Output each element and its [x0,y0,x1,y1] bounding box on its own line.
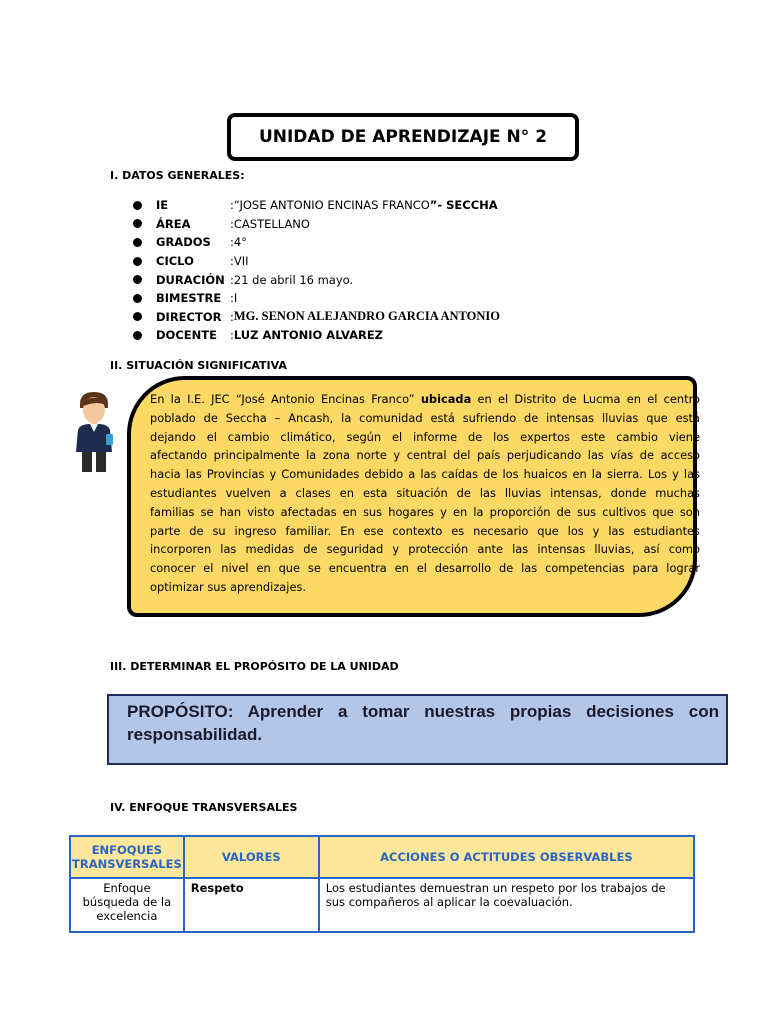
field-sep: : [230,216,234,231]
list-item [133,252,633,271]
field-value: MG. SENON ALEJANDRO GARCIA ANTONIO [233,309,501,324]
table-cell: Los estudiantes demuestran un respeto por los trabajos de sus compañeros al aplicar la coevaluación. [319,878,694,932]
situation-line: incorporen las medidas de seguridad y protección ante las intensas lluvias, así como [150,542,700,557]
field-value: “JOSE ANTONIO ENCINAS FRANCO [233,198,430,213]
list-item [133,233,633,252]
situation-line: poblado de Seccha – Ancash, la comunidad está sufriendo de intensas lluvias que está [150,410,700,425]
field-sep: : [230,198,234,213]
situation-line: conocer el nivel en que se encuentra en el desarrollo de las competencias para lograr [150,561,700,576]
field-label: DURACIÓN [156,272,225,287]
situation-line: familias se han visto afectadas en sus hogares y en la proporción de sus cultivos que son [150,504,700,519]
table-header: VALORES [184,836,319,878]
table-header: ENFOQUES TRANSVERSALES [70,836,184,878]
field-value-bold: LUZ ANTONIO ALVAREZ [233,328,384,343]
approach-table [69,835,695,933]
situation-line: parte de su ingreso familiar. En ese contexto es necesario que los y las estudiantes [150,523,700,538]
field-label: ÁREA [156,216,191,231]
text-span: En la I.E. JEC “José Antonio Encinas Franco” [150,392,421,406]
section-general-heading: I. DATOS GENERALES: [110,169,245,182]
list-item [133,270,633,289]
field-value: 4° [233,235,247,250]
field-value: 21 de abril 16 mayo. [233,272,354,287]
field-value-bold: ”- SECCHA [429,198,498,213]
field-sep: : [230,235,234,250]
list-item [133,196,633,215]
field-sep: : [230,254,234,269]
situation-line: estudiantes vuelven a clases en esta situación de las lluvias intensas, donde muchas [150,485,700,500]
field-sep: : [230,309,234,324]
situation-text [150,390,700,597]
field-label: CICLO [156,254,194,269]
situation-line [150,390,700,409]
purpose-text [127,700,719,746]
bullet-icon [133,201,142,210]
field-label: IE [156,198,169,213]
bullet-icon [133,257,142,266]
field-label: DIRECTOR [156,309,222,324]
list-item [133,326,633,345]
bullet-icon [133,294,142,303]
general-data-list [133,196,633,345]
situation-line: optimizar sus aprendizajes. [150,579,307,594]
teacher-avatar-icon [70,390,118,474]
field-label: BIMESTRE [156,291,222,306]
table-row [70,878,694,932]
bullet-icon [133,275,142,284]
purpose-line: responsabilidad. [127,725,263,744]
purpose-line: PROPÓSITO: Aprender a tomar nuestras propias decisiones con [127,702,719,721]
field-sep: : [230,291,234,306]
table-header-row [70,836,694,878]
table-header: ACCIONES O ACTITUDES OBSERVABLES [319,836,694,878]
list-item [133,215,633,234]
bullet-icon [133,238,142,247]
field-label: DOCENTE [156,328,217,343]
bullet-icon [133,312,142,321]
text-bold: ubicada [420,392,472,406]
field-sep: : [230,272,234,287]
field-value: I [233,291,238,306]
situation-line: hacia las Provincias y Comunidades debido a las caídas de los huaicos en la sierra. Los y las [150,467,700,482]
section-situation-heading: II. SITUACIÓN SIGNIFICATIVA [110,359,287,372]
list-item [133,289,633,308]
bullet-icon [133,219,142,228]
section-purpose-heading: III. DETERMINAR EL PROPÓSITO DE LA UNIDAD [110,660,399,673]
bullet-icon [133,331,142,340]
field-sep: : [230,328,234,343]
field-label: GRADOS [156,235,211,250]
table-cell: Respeto [184,878,319,932]
list-item [133,308,633,327]
situation-line: afectando principalmente la zona norte y central del país perjudicando las vías de acceso [150,448,700,463]
field-value: VII [233,254,249,269]
text-span: en el Distrito de Lucma en el centro [471,392,700,406]
field-value: CASTELLANO [233,216,310,231]
section-approach-heading: IV. ENFOQUE TRANSVERSALES [110,801,298,814]
situation-line: dejando el cambio climático, según el informe de los expertos este cambio viene [150,429,700,444]
unit-title: UNIDAD DE APRENDIZAJE N° 2 [227,113,579,161]
table-cell: Enfoque búsqueda de la excelencia [70,878,184,932]
